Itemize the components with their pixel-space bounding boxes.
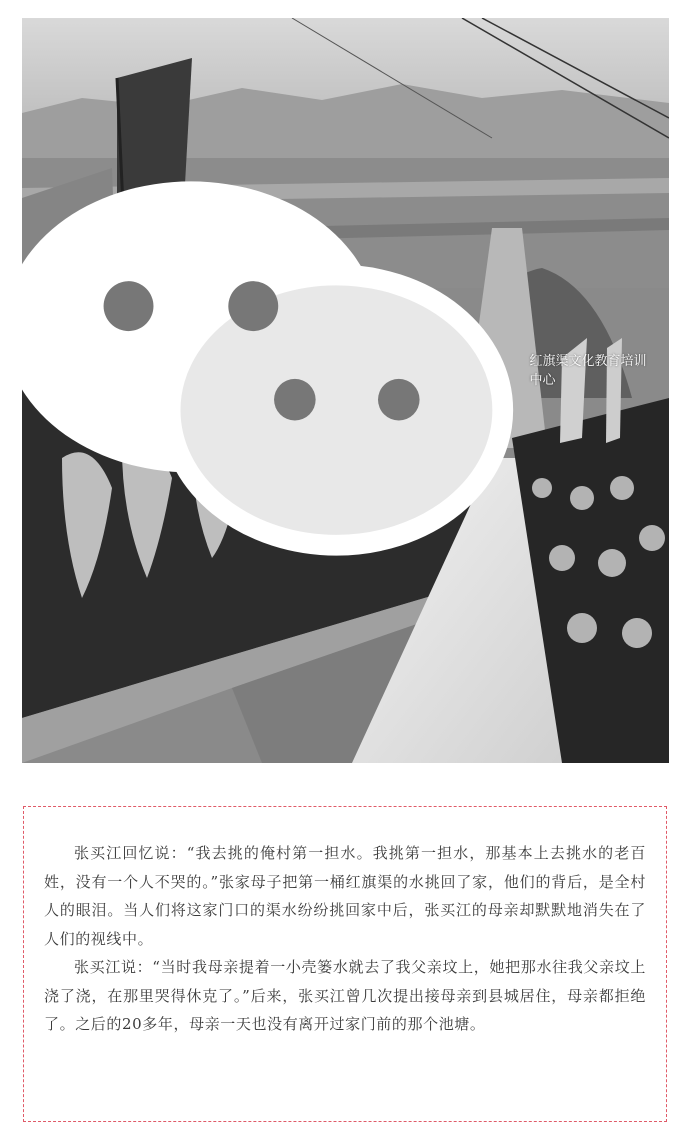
- historical-photo: [22, 18, 669, 763]
- article-text-box: [23, 806, 667, 1122]
- watermark: [22, 18, 649, 741]
- watermark-text: 红旗渠文化教育培训中心: [529, 353, 647, 388]
- paragraph-2: 张买江说：“当时我母亲提着一小壳篓水就去了我父亲坟上，她把那水往我父亲坟上浇了浇，在那里哭得休克了。”后来，张买江曾几次提出接母亲到县城居住，母亲都拒绝了。之后的20多年，母亲一天也没有离开过家门前的那个池塘。: [44, 958, 646, 1033]
- paragraph-1: 张买江回忆说：“我去挑的俺村第一担水。我挑第一担水，那基本上去挑水的老百姓，没有一个人不哭的。”张家母子把第一桶红旗渠的水挑回了家，他们的背后，是全村人的眼泪。当人们将这家门口的渠水纷纷挑回家中后，张买江的母亲却默默地消失在了人们的视线中。: [44, 844, 646, 948]
- wechat-icon: [22, 18, 524, 741]
